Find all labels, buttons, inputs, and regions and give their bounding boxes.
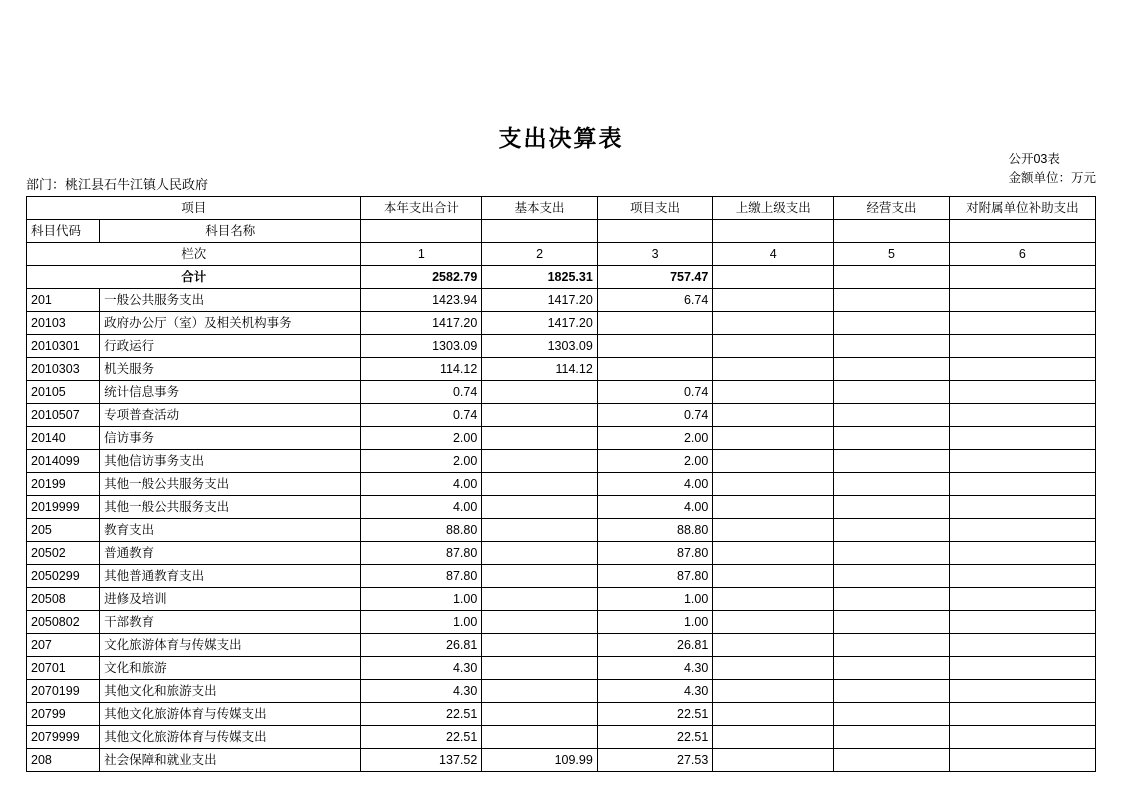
row-value-2 — [482, 473, 598, 496]
header-spacer-2 — [482, 220, 598, 243]
row-value-4 — [713, 404, 834, 427]
row-value-2 — [482, 427, 598, 450]
row-value-6 — [949, 680, 1095, 703]
row-value-2: 109.99 — [482, 749, 598, 772]
row-value-1: 87.80 — [361, 542, 482, 565]
row-value-3: 27.53 — [597, 749, 713, 772]
row-value-3 — [597, 312, 713, 335]
row-name: 普通教育 — [100, 542, 361, 565]
header-project-group: 项目 — [27, 197, 361, 220]
table-row — [27, 427, 1096, 450]
row-value-4 — [713, 657, 834, 680]
table-row — [27, 634, 1096, 657]
row-value-2 — [482, 404, 598, 427]
row-code: 2050299 — [27, 565, 100, 588]
row-value-3: 0.74 — [597, 404, 713, 427]
row-value-6 — [949, 358, 1095, 381]
row-value-3: 2.00 — [597, 450, 713, 473]
row-value-6 — [949, 496, 1095, 519]
header-col-2: 基本支出 — [482, 197, 598, 220]
row-value-5 — [834, 404, 950, 427]
header-spacer-5 — [834, 220, 950, 243]
row-value-1: 26.81 — [361, 634, 482, 657]
row-value-2 — [482, 726, 598, 749]
row-value-1: 2.00 — [361, 427, 482, 450]
row-name: 文化和旅游 — [100, 657, 361, 680]
row-name: 进修及培训 — [100, 588, 361, 611]
row-value-3 — [597, 358, 713, 381]
row-code: 20199 — [27, 473, 100, 496]
total-value-4 — [713, 266, 834, 289]
table-row — [27, 404, 1096, 427]
header-col-6: 对附属单位补助支出 — [949, 197, 1095, 220]
header-col-3: 项目支出 — [597, 197, 713, 220]
row-value-2 — [482, 680, 598, 703]
row-code: 2019999 — [27, 496, 100, 519]
header-spacer-1 — [361, 220, 482, 243]
total-value-2: 1825.31 — [482, 266, 598, 289]
row-value-1: 4.00 — [361, 473, 482, 496]
row-value-5 — [834, 427, 950, 450]
row-value-1: 22.51 — [361, 703, 482, 726]
row-value-5 — [834, 289, 950, 312]
row-code: 2010303 — [27, 358, 100, 381]
row-value-1: 87.80 — [361, 565, 482, 588]
row-name: 机关服务 — [100, 358, 361, 381]
row-value-3: 0.74 — [597, 381, 713, 404]
total-value-3: 757.47 — [597, 266, 713, 289]
row-code: 20701 — [27, 657, 100, 680]
row-value-3: 4.00 — [597, 496, 713, 519]
row-value-2: 1417.20 — [482, 312, 598, 335]
row-value-6 — [949, 473, 1095, 496]
row-value-4 — [713, 634, 834, 657]
row-code: 20140 — [27, 427, 100, 450]
row-name: 文化旅游体育与传媒支出 — [100, 634, 361, 657]
row-value-5 — [834, 749, 950, 772]
row-value-6 — [949, 335, 1095, 358]
header-col-1: 本年支出合计 — [361, 197, 482, 220]
row-code: 205 — [27, 519, 100, 542]
row-value-3: 4.00 — [597, 473, 713, 496]
row-value-2 — [482, 657, 598, 680]
header-num-1: 1 — [361, 243, 482, 266]
row-value-5 — [834, 473, 950, 496]
total-label: 合计 — [27, 266, 361, 289]
row-value-3: 88.80 — [597, 519, 713, 542]
header-num-2: 2 — [482, 243, 598, 266]
row-value-1: 1417.20 — [361, 312, 482, 335]
row-value-4 — [713, 289, 834, 312]
row-name: 其他文化和旅游支出 — [100, 680, 361, 703]
row-name: 其他文化旅游体育与传媒支出 — [100, 703, 361, 726]
row-value-6 — [949, 565, 1095, 588]
table-row — [27, 588, 1096, 611]
header-name-label: 科目名称 — [100, 220, 361, 243]
page-title: 支出决算表 — [498, 125, 624, 151]
row-value-1: 1.00 — [361, 611, 482, 634]
header-num-6: 6 — [949, 243, 1095, 266]
row-value-5 — [834, 726, 950, 749]
row-value-4 — [713, 749, 834, 772]
row-value-3: 26.81 — [597, 634, 713, 657]
row-value-4 — [713, 358, 834, 381]
header-col-5: 经营支出 — [834, 197, 950, 220]
row-name: 其他一般公共服务支出 — [100, 473, 361, 496]
row-value-5 — [834, 657, 950, 680]
table-row — [27, 312, 1096, 335]
row-value-2 — [482, 703, 598, 726]
row-value-4 — [713, 565, 834, 588]
row-value-1: 4.00 — [361, 496, 482, 519]
document-meta — [1008, 150, 1096, 188]
row-value-2 — [482, 519, 598, 542]
table-row — [27, 496, 1096, 519]
table-header-row-1 — [27, 197, 1096, 220]
expenditure-table — [26, 196, 1096, 772]
row-value-1: 4.30 — [361, 657, 482, 680]
row-value-2 — [482, 381, 598, 404]
row-value-2: 1417.20 — [482, 289, 598, 312]
header-code-label: 科目代码 — [27, 220, 100, 243]
row-value-3: 22.51 — [597, 726, 713, 749]
row-code: 20105 — [27, 381, 100, 404]
row-code: 20799 — [27, 703, 100, 726]
row-name: 干部教育 — [100, 611, 361, 634]
row-value-5 — [834, 611, 950, 634]
table-row — [27, 542, 1096, 565]
row-value-6 — [949, 703, 1095, 726]
header-num-3: 3 — [597, 243, 713, 266]
row-value-2: 1303.09 — [482, 335, 598, 358]
row-value-1: 4.30 — [361, 680, 482, 703]
row-value-2 — [482, 565, 598, 588]
row-value-2 — [482, 634, 598, 657]
row-value-3: 87.80 — [597, 542, 713, 565]
row-code: 201 — [27, 289, 100, 312]
table-row — [27, 726, 1096, 749]
row-value-1: 114.12 — [361, 358, 482, 381]
row-value-1: 0.74 — [361, 404, 482, 427]
row-name: 一般公共服务支出 — [100, 289, 361, 312]
row-code: 2014099 — [27, 450, 100, 473]
table-row — [27, 703, 1096, 726]
row-value-2 — [482, 542, 598, 565]
row-value-2 — [482, 496, 598, 519]
row-code: 208 — [27, 749, 100, 772]
row-name: 其他普通教育支出 — [100, 565, 361, 588]
form-number: 公开03表 — [1008, 152, 1060, 166]
row-value-3: 4.30 — [597, 680, 713, 703]
row-value-2 — [482, 611, 598, 634]
row-value-6 — [949, 450, 1095, 473]
row-value-4 — [713, 611, 834, 634]
row-name: 信访事务 — [100, 427, 361, 450]
row-value-4 — [713, 427, 834, 450]
row-code: 2010507 — [27, 404, 100, 427]
table-row — [27, 611, 1096, 634]
row-value-6 — [949, 611, 1095, 634]
row-value-4 — [713, 588, 834, 611]
row-name: 行政运行 — [100, 335, 361, 358]
row-value-5 — [834, 312, 950, 335]
row-value-6 — [949, 634, 1095, 657]
row-value-3: 2.00 — [597, 427, 713, 450]
row-name: 社会保障和就业支出 — [100, 749, 361, 772]
row-value-3: 6.74 — [597, 289, 713, 312]
row-value-5 — [834, 565, 950, 588]
row-name: 其他文化旅游体育与传媒支出 — [100, 726, 361, 749]
row-value-5 — [834, 588, 950, 611]
row-value-4 — [713, 680, 834, 703]
row-code: 2070199 — [27, 680, 100, 703]
row-value-4 — [713, 726, 834, 749]
row-value-5 — [834, 496, 950, 519]
row-value-3: 4.30 — [597, 657, 713, 680]
row-value-5 — [834, 703, 950, 726]
row-code: 2079999 — [27, 726, 100, 749]
row-value-5 — [834, 358, 950, 381]
header-spacer-6 — [949, 220, 1095, 243]
row-value-2 — [482, 588, 598, 611]
table-header-row-3 — [27, 243, 1096, 266]
row-value-6 — [949, 312, 1095, 335]
row-value-5 — [834, 381, 950, 404]
row-value-3: 1.00 — [597, 611, 713, 634]
row-value-4 — [713, 450, 834, 473]
row-value-5 — [834, 680, 950, 703]
table-header-row-2 — [27, 220, 1096, 243]
row-value-1: 1423.94 — [361, 289, 482, 312]
row-value-4 — [713, 312, 834, 335]
table-row — [27, 657, 1096, 680]
row-value-5 — [834, 450, 950, 473]
row-value-1: 137.52 — [361, 749, 482, 772]
row-value-6 — [949, 588, 1095, 611]
row-name: 其他信访事务支出 — [100, 450, 361, 473]
row-value-4 — [713, 473, 834, 496]
table-body — [27, 197, 1096, 772]
row-value-6 — [949, 657, 1095, 680]
row-value-1: 0.74 — [361, 381, 482, 404]
row-name: 专项普查活动 — [100, 404, 361, 427]
row-value-5 — [834, 519, 950, 542]
row-value-6 — [949, 289, 1095, 312]
table-row — [27, 749, 1096, 772]
table-total-row — [27, 266, 1096, 289]
table-row — [27, 358, 1096, 381]
row-code: 20502 — [27, 542, 100, 565]
row-value-5 — [834, 634, 950, 657]
header-spacer-3 — [597, 220, 713, 243]
total-value-6 — [949, 266, 1095, 289]
row-value-1: 1.00 — [361, 588, 482, 611]
row-value-3 — [597, 335, 713, 358]
department-line: 部门：桃江县石牛江镇人民政府 — [26, 177, 209, 192]
row-code: 20103 — [27, 312, 100, 335]
table-row — [27, 289, 1096, 312]
header-num-5: 5 — [834, 243, 950, 266]
row-value-3: 22.51 — [597, 703, 713, 726]
row-value-4 — [713, 542, 834, 565]
table-row — [27, 381, 1096, 404]
header-spacer-4 — [713, 220, 834, 243]
header-row-label: 栏次 — [27, 243, 361, 266]
row-name: 教育支出 — [100, 519, 361, 542]
table-row — [27, 680, 1096, 703]
row-value-3: 87.80 — [597, 565, 713, 588]
row-value-5 — [834, 542, 950, 565]
row-value-5 — [834, 335, 950, 358]
row-value-1: 1303.09 — [361, 335, 482, 358]
table-row — [27, 335, 1096, 358]
row-value-4 — [713, 496, 834, 519]
row-value-3: 1.00 — [597, 588, 713, 611]
row-code: 207 — [27, 634, 100, 657]
amount-unit: 金额单位：万元 — [1008, 171, 1096, 185]
row-code: 2050802 — [27, 611, 100, 634]
row-value-4 — [713, 335, 834, 358]
header-col-4: 上缴上级支出 — [713, 197, 834, 220]
row-value-6 — [949, 726, 1095, 749]
row-value-6 — [949, 542, 1095, 565]
row-code: 20508 — [27, 588, 100, 611]
row-value-6 — [949, 749, 1095, 772]
row-value-6 — [949, 427, 1095, 450]
row-value-6 — [949, 381, 1095, 404]
total-value-1: 2582.79 — [361, 266, 482, 289]
row-value-1: 22.51 — [361, 726, 482, 749]
row-value-6 — [949, 519, 1095, 542]
row-value-1: 88.80 — [361, 519, 482, 542]
row-value-2: 114.12 — [482, 358, 598, 381]
row-name: 统计信息事务 — [100, 381, 361, 404]
header-num-4: 4 — [713, 243, 834, 266]
row-name: 政府办公厅（室）及相关机构事务 — [100, 312, 361, 335]
row-value-1: 2.00 — [361, 450, 482, 473]
total-value-5 — [834, 266, 950, 289]
table-row — [27, 565, 1096, 588]
row-value-2 — [482, 450, 598, 473]
row-code: 2010301 — [27, 335, 100, 358]
row-value-4 — [713, 381, 834, 404]
table-row — [27, 473, 1096, 496]
table-row — [27, 519, 1096, 542]
row-name: 其他一般公共服务支出 — [100, 496, 361, 519]
row-value-4 — [713, 519, 834, 542]
row-value-6 — [949, 404, 1095, 427]
table-row — [27, 450, 1096, 473]
row-value-4 — [713, 703, 834, 726]
